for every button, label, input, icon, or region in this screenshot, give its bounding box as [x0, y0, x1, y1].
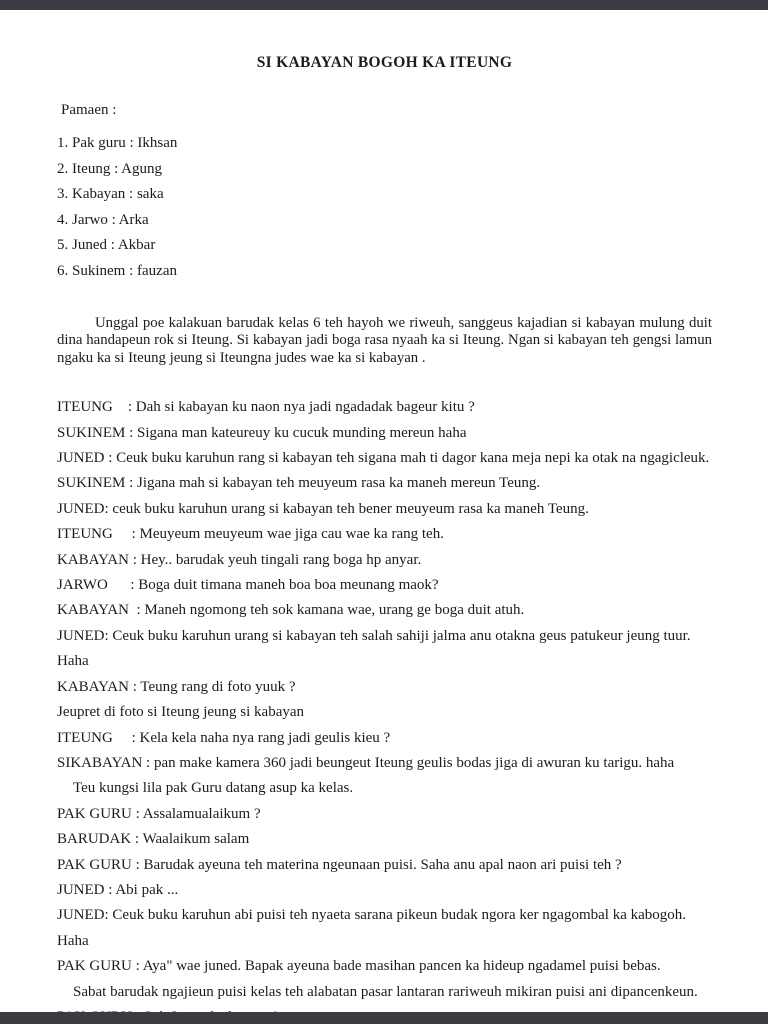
- cast-member: 3. Kabayan : saka: [57, 186, 164, 202]
- document-page: [0, 10, 768, 1012]
- dialogue-line: SUKINEM : Jigana mah si kabayan teh meuyeum rasa ka maneh mereun Teung.: [57, 475, 541, 492]
- dialogue-line: KABAYAN : Teung rang di foto yuuk ?: [57, 678, 296, 695]
- dialogue-line: JUNED: Ceuk buku karuhun abi puisi teh nyaeta sarana pikeun budak ngora ker ngagombal ka kabogoh. Haha: [57, 907, 690, 949]
- dialogue-line: JUNED : Abi pak ...: [57, 881, 179, 898]
- dialogue-line: ITEUNG : Dah si kabayan ku naon nya jadi ngadadak bageur kitu ?: [57, 399, 475, 416]
- cast-member: 4. Jarwo : Arka: [57, 211, 149, 228]
- dialogue-line: SIKABAYAN : pan make kamera 360 jadi beungeut Iteung geulis bodas jiga di awuran ku tarigu. haha: [57, 754, 675, 771]
- dialogue-line: JARWO : Boga duit timana maneh boa boa meunang maok?: [57, 577, 439, 594]
- cast-member: 6. Sukinem : fauzan: [57, 262, 177, 279]
- dialogue-line: KABAYAN : Hey.. barudak yeuh tingali rang boga hp anyar.: [57, 551, 422, 568]
- stage-direction: Teu kungsi lila pak Guru datang asup ka kelas.: [73, 780, 354, 797]
- dialogue-line: PAK GURU : Aya" wae juned. Bapak ayeuna bade masihan pancen ka hideup ngadamel puisi bebas.: [57, 958, 661, 975]
- dialogue-line: PAK GURU : Barudak ayeuna teh materina ngeunaan puisi. Saha anu apal naon ari puisi teh ?: [57, 856, 622, 873]
- dialogue-line: JUNED: ceuk buku karuhun urang si kabayan teh bener meuyeum rasa ka maneh Teung.: [57, 500, 589, 517]
- dialogue-line: ITEUNG : Kela kela naha nya rang jadi geulis kieu ?: [57, 729, 391, 746]
- dialogue-line: ITEUNG : Meuyeum meuyeum wae jiga cau wae ka rang teh.: [57, 526, 444, 543]
- stage-direction: Sabat barudak ngajieun puisi kelas teh alabatan pasar lantaran rariweuh mikiran puisi ani dipancenkeun.: [73, 983, 698, 1000]
- cast-member: 1. Pak guru : Ikhsan: [57, 135, 178, 151]
- dialogue-list: [57, 395, 712, 1030]
- document-title: SI KABAYAN BOGOH KA ITEUNG: [256, 54, 513, 71]
- narration-paragraph: Unggal poe kalakuan barudak kelas 6 teh hayoh we riweuh, sanggeus kajadian si kabayan mulung duit dina handapeun rok si Iteung. Si kabayan jadi boga rasa nyaah ka si Iteung. Ngan si kabayan teh gengsi lamun ngaku ka si Iteung jeung si Iteungna judes wae ka si kabayan .: [57, 315, 712, 366]
- dialogue-line: KABAYAN : Maneh ngomong teh sok kamana wae, urang ge boga duit atuh.: [57, 602, 525, 619]
- cast-header: Pamaen :: [61, 102, 117, 118]
- cast-list: [57, 131, 712, 284]
- dialogue-line: JUNED: Ceuk buku karuhun urang si kabayan teh salah sahiji jalma anu otakna geus patukeur jeung tuur. Haha: [57, 627, 695, 670]
- cast-member: 5. Juned : Akbar: [57, 237, 156, 253]
- viewer-bottom-bar: [0, 1012, 768, 1024]
- viewer-top-bar: [0, 0, 768, 10]
- dialogue-line: SUKINEM : Sigana man kateureuy ku cucuk munding mereun haha: [57, 424, 467, 441]
- stage-direction: Jeupret di foto si Iteung jeung si kabayan: [57, 704, 305, 721]
- dialogue-line: PAK GURU : Assalamualaikum ?: [57, 805, 261, 822]
- cast-member: 2. Iteung : Agung: [57, 160, 162, 177]
- dialogue-line: JUNED : Ceuk buku karuhun rang si kabayan teh sigana mah ti dagor kana meja nepi ka otak na ngagicleuk.: [57, 450, 710, 467]
- dialogue-line: BARUDAK : Waalaikum salam: [57, 831, 250, 848]
